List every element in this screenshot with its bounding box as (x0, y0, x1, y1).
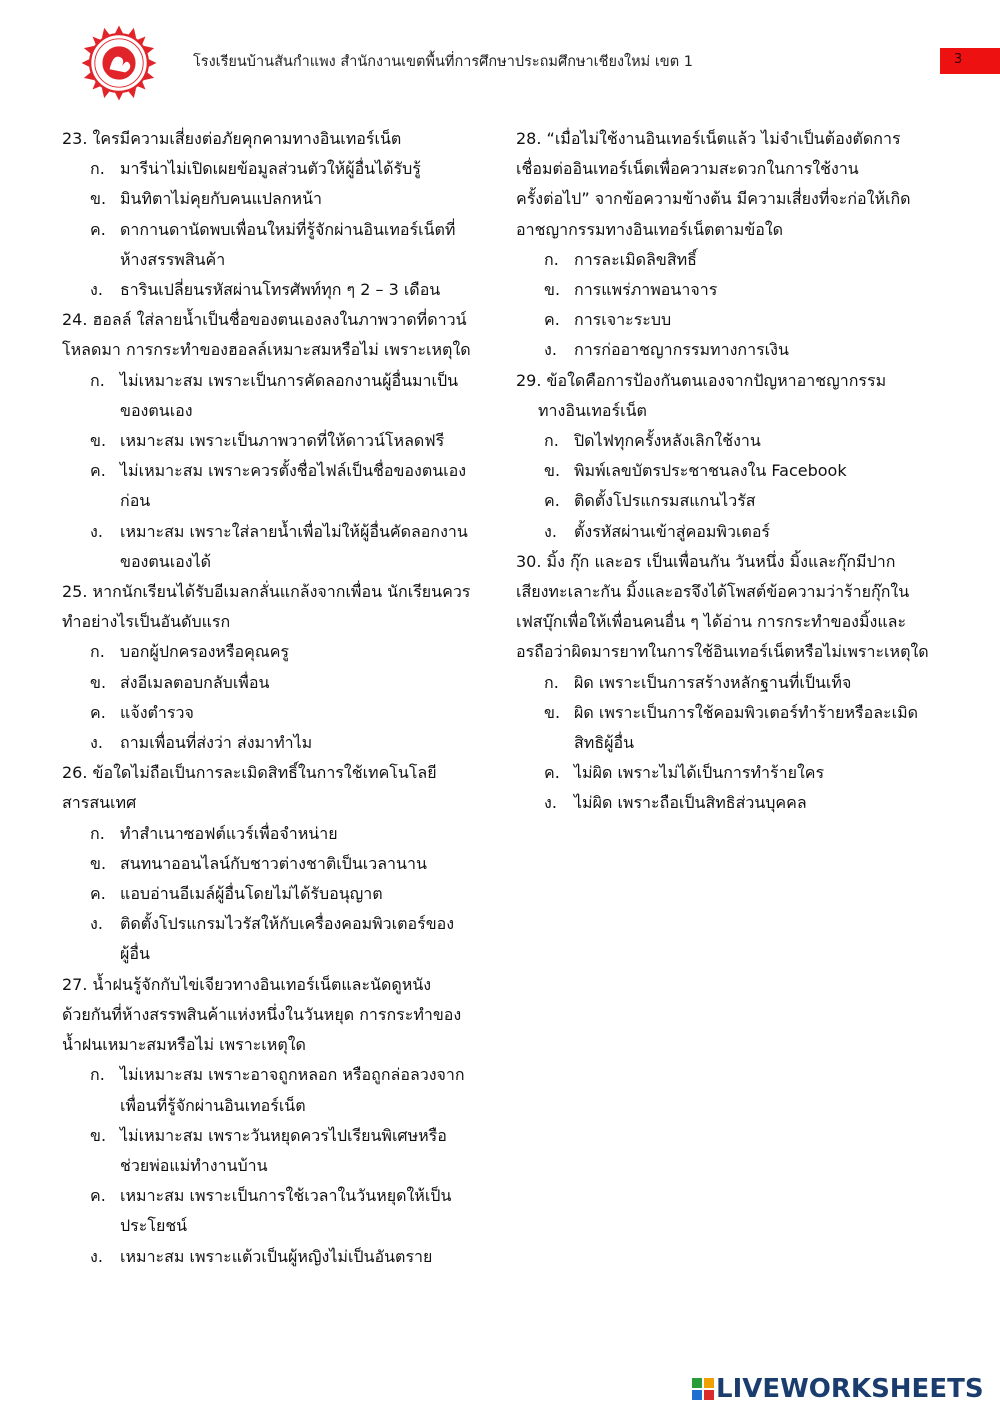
question (62, 305, 487, 577)
option-text: ช่วยพ่อแม่ทำงานบ้าน (120, 1155, 268, 1175)
page-header (0, 0, 1000, 120)
answer-option[interactable] (62, 275, 487, 305)
question-text: 30. มิ้ง กุ๊ก และอร เป็นเพื่อนกัน วันหนึ่ง มิ้งและกุ๊กมีปาก (516, 551, 896, 571)
option-text: ถามเพื่อนที่ส่งว่า ส่งมาทำไม (120, 733, 313, 753)
option-letter: ก. (90, 159, 105, 179)
option-text: ห้างสรรพสินค้า (120, 249, 226, 269)
option-text: การก่ออาชญากรรมทางการเงิน (574, 340, 789, 360)
answer-option[interactable] (516, 486, 946, 516)
answer-option[interactable] (62, 184, 487, 214)
question-text: 29. ข้อใดคือการป้องกันตนเองจากปัญหาอาชญากรรม (516, 370, 887, 390)
option-text: แจ้งตำรวจ (120, 702, 194, 722)
option-letter: ก. (544, 431, 559, 451)
answer-option[interactable] (62, 849, 487, 879)
option-letter: ง. (544, 793, 557, 813)
option-text: ไม่ผิด เพราะไม่ได้เป็นการทำร้ายใคร (574, 763, 825, 783)
question-text: เสียงทะเลาะกัน มิ้งและอรจึงได้โพสต์ข้อความว่าร้ายกุ๊กใน (516, 582, 910, 602)
question-text: โหลดมา การกระทำของฮอลล์เหมาะสมหรือไม่ เพราะเหตุใด (62, 340, 471, 360)
question-text: ครั้งต่อไป” จากข้อความข้างต้น มีความเสี่ยงที่จะก่อให้เกิด (516, 189, 911, 209)
answer-option[interactable] (516, 456, 946, 486)
option-text: ทำสำเนาซอฟต์แวร์เพื่อจำหน่าย (120, 823, 338, 843)
option-letter: ก. (90, 370, 105, 390)
option-letter: ง. (90, 733, 103, 753)
option-letter: ข. (544, 461, 561, 481)
answer-option[interactable] (62, 819, 487, 849)
option-text: เหมาะสม เพราะใส่ลายน้ำเพื่อไม่ให้ผู้อื่นคัดลอกงาน (120, 521, 468, 541)
answer-option[interactable] (62, 456, 487, 516)
answer-option[interactable] (516, 517, 946, 547)
option-letter: ข. (90, 672, 107, 692)
option-letter: ก. (90, 1065, 105, 1085)
question-text: สารสนเทศ (62, 793, 137, 813)
question-text: อรถือว่าผิดมารยาทในการใช้อินเทอร์เน็ตหรือไม่เพราะเหตุใด (516, 642, 929, 662)
option-text: พิมพ์เลขบัตรประชาชนลงใน Facebook (574, 461, 847, 481)
option-text: เหมาะสม เพราะเป็นการใช้เวลาในวันหยุดให้เป็น (120, 1186, 452, 1206)
option-letter: ง. (90, 1246, 103, 1266)
option-text: ติดตั้งโปรแกรมไวรัสให้กับเครื่องคอมพิวเตอร์ของ (120, 914, 455, 934)
question (516, 366, 946, 547)
liveworksheets-icon (692, 1378, 714, 1400)
option-text: ธารินเปลี่ยนรหัสผ่านโทรศัพท์ทุก ๆ 2 – 3 เดือน (120, 280, 441, 300)
option-letter: ข. (544, 280, 561, 300)
question (516, 547, 946, 819)
option-letter: ค. (90, 461, 106, 481)
question (516, 124, 946, 366)
answer-option[interactable] (62, 668, 487, 698)
question (62, 577, 487, 758)
question-text: ด้วยกันที่ห้างสรรพสินค้าแห่งหนึ่งในวันหยุด การกระทำของ (62, 1004, 462, 1024)
option-letter: ข. (90, 1125, 107, 1145)
answer-option[interactable] (62, 698, 487, 728)
question (62, 970, 487, 1272)
option-letter: ง. (90, 280, 103, 300)
answer-option[interactable] (62, 1242, 487, 1272)
option-text: ก่อน (120, 491, 151, 511)
option-text: ตั้งรหัสผ่านเข้าสู่คอมพิวเตอร์ (574, 521, 771, 541)
option-text: เพื่อนที่รู้จักผ่านอินเทอร์เน็ต (120, 1095, 306, 1115)
answer-option[interactable] (62, 215, 487, 275)
option-text: ดากานดานัดพบเพื่อนใหม่ที่รู้จักผ่านอินเทอร์เน็ตที่ (120, 219, 456, 239)
liveworksheets-wordmark: LIVEWORKSHEETS (716, 1374, 984, 1404)
option-text: ไม่เหมาะสม เพราะเป็นการคัดลอกงานผู้อื่นมาเป็น (120, 370, 459, 390)
option-text: ไม่เหมาะสม เพราะควรตั้งชื่อไฟล์เป็นชื่อของตนเอง (120, 461, 467, 481)
header-text: โรงเรียนบ้านสันกำแพง สำนักงานเขตพื้นที่การศึกษาประถมศึกษาเชียงใหม่ เขต 1 (193, 54, 693, 70)
page-number: 3 (954, 52, 963, 67)
question (62, 124, 487, 305)
answer-option[interactable] (62, 879, 487, 909)
question-text: 24. ฮอลล์ ใส่ลายน้ำเป็นชื่อของตนเองลงในภาพวาดที่ดาวน์ (62, 310, 467, 330)
option-letter: ข. (544, 702, 561, 722)
answer-option[interactable] (516, 668, 946, 698)
question-text: ทำอย่างไรเป็นอันดับแรก (62, 612, 231, 632)
option-letter: ค. (544, 763, 560, 783)
option-letter: ง. (90, 914, 103, 934)
option-text: มินทิตาไม่คุยกับคนแปลกหน้า (120, 189, 322, 209)
option-letter: ค. (544, 491, 560, 511)
answer-option[interactable] (516, 788, 946, 818)
option-text: เหมาะสม เพราะแต้วเป็นผู้หญิงไม่เป็นอันตราย (120, 1246, 433, 1266)
school-logo-icon (80, 24, 158, 102)
answer-option[interactable] (62, 426, 487, 456)
option-text: ผู้อื่น (120, 944, 150, 964)
option-text: สนทนาออนไลน์กับชาวต่างชาติเป็นเวลานาน (120, 853, 427, 873)
liveworksheets-logo (692, 1374, 992, 1404)
option-letter: ง. (90, 521, 103, 541)
option-text: การแพร่ภาพอนาจาร (574, 280, 718, 300)
option-letter: ค. (90, 219, 106, 239)
option-letter: ค. (90, 1186, 106, 1206)
left-column (62, 124, 487, 1272)
question-text: เฟสบุ๊กเพื่อให้เพื่อนคนอื่น ๆ ได้อ่าน การกระทำของมิ้งและ (516, 612, 907, 632)
question-text: 25. หากนักเรียนได้รับอีเมลกลั่นแกล้งจากเพื่อน นักเรียนควร (62, 582, 471, 602)
option-letter: ก. (90, 642, 105, 662)
option-letter: ค. (90, 884, 106, 904)
option-text: ไม่ผิด เพราะถือเป็นสิทธิส่วนบุคคล (574, 793, 807, 813)
answer-option[interactable] (516, 335, 946, 365)
answer-option[interactable] (62, 1121, 487, 1181)
question-text: อาชญากรรมทางอินเทอร์เน็ตตามข้อใด (516, 219, 784, 239)
question-text: 23. ใครมีความเสี่ยงต่อภัยคุกคามทางอินเทอร์เน็ต (62, 129, 402, 148)
option-letter: ค. (544, 310, 560, 330)
page-number-badge (940, 48, 1000, 74)
option-text: ผิด เพราะเป็นการสร้างหลักฐานที่เป็นเท็จ (574, 672, 852, 692)
option-text: ของตนเอง (120, 400, 193, 420)
option-text: ติดตั้งโปรแกรมสแกนไวรัส (574, 491, 756, 511)
option-letter: ก. (544, 249, 559, 269)
option-text: การเจาะระบบ (574, 310, 672, 330)
answer-option[interactable] (516, 758, 946, 788)
option-letter: ก. (90, 823, 105, 843)
answer-option[interactable] (516, 245, 946, 275)
option-text: แอบอ่านอีเมล์ผู้อื่นโดยไม่ได้รับอนุญาต (120, 884, 383, 904)
question-text: 26. ข้อใดไม่ถือเป็นการละเมิดสิทธิ์ในการใช้เทคโนโลยี (62, 763, 437, 783)
question-text: เชื่อมต่ออินเทอร์เน็ตเพื่อความสะดวกในการใช้งาน (516, 159, 859, 179)
answer-option[interactable] (62, 366, 487, 426)
option-text: บอกผู้ปกครองหรือคุณครู (120, 642, 289, 662)
answer-option[interactable] (62, 637, 487, 667)
answer-option[interactable] (62, 517, 487, 577)
right-column (516, 124, 946, 819)
answer-option[interactable] (62, 1181, 487, 1241)
answer-option[interactable] (516, 305, 946, 335)
option-text: สิทธิผู้อื่น (574, 733, 634, 753)
option-letter: ก. (544, 672, 559, 692)
option-text: การละเมิดลิขสิทธิ์ (574, 249, 697, 269)
option-letter: ง. (544, 521, 557, 541)
option-text: ประโยชน์ (120, 1216, 188, 1236)
answer-option[interactable] (62, 728, 487, 758)
option-text: ปิดไฟทุกครั้งหลังเลิกใช้งาน (574, 431, 761, 451)
question (62, 758, 487, 969)
question-text: ทางอินเทอร์เน็ต (538, 400, 647, 420)
option-letter: ข. (90, 431, 107, 451)
answer-option[interactable] (62, 1060, 487, 1120)
option-letter: ข. (90, 853, 107, 873)
option-text: ไม่เหมาะสม เพราะอาจถูกหลอก หรือถูกล่อลวงจาก (120, 1065, 465, 1085)
option-text: ส่งอีเมลตอบกลับเพื่อน (120, 672, 270, 692)
option-text: ผิด เพราะเป็นการใช้คอมพิวเตอร์ทำร้ายหรือละเมิด (574, 702, 919, 722)
option-text: มารีน่าไม่เปิดเผยข้อมูลส่วนตัวให้ผู้อื่นได้รับรู้ (120, 159, 421, 179)
answer-option[interactable] (62, 154, 487, 184)
option-text: ของตนเองได้ (120, 551, 212, 571)
answer-option[interactable] (516, 426, 946, 456)
option-letter: ข. (90, 189, 107, 209)
option-letter: ง. (544, 340, 557, 360)
answer-option[interactable] (62, 909, 487, 969)
option-letter: ค. (90, 702, 106, 722)
question-text: น้ำฝนเหมาะสมหรือไม่ เพราะเหตุใด (62, 1035, 306, 1055)
option-text: เหมาะสม เพราะเป็นภาพวาดที่ให้ดาวน์โหลดฟรี (120, 431, 445, 451)
question-text: 28. “เมื่อไม่ใช้งานอินเทอร์เน็ตแล้ว ไม่จำเป็นต้องตัดการ (516, 129, 901, 148)
answer-option[interactable] (516, 698, 946, 758)
option-text: ไม่เหมาะสม เพราะวันหยุดควรไปเรียนพิเศษหรือ (120, 1125, 447, 1145)
answer-option[interactable] (516, 275, 946, 305)
question-text: 27. น้ำฝนรู้จักกับไข่เจียวทางอินเทอร์เน็ตและนัดดูหนัง (62, 974, 432, 994)
